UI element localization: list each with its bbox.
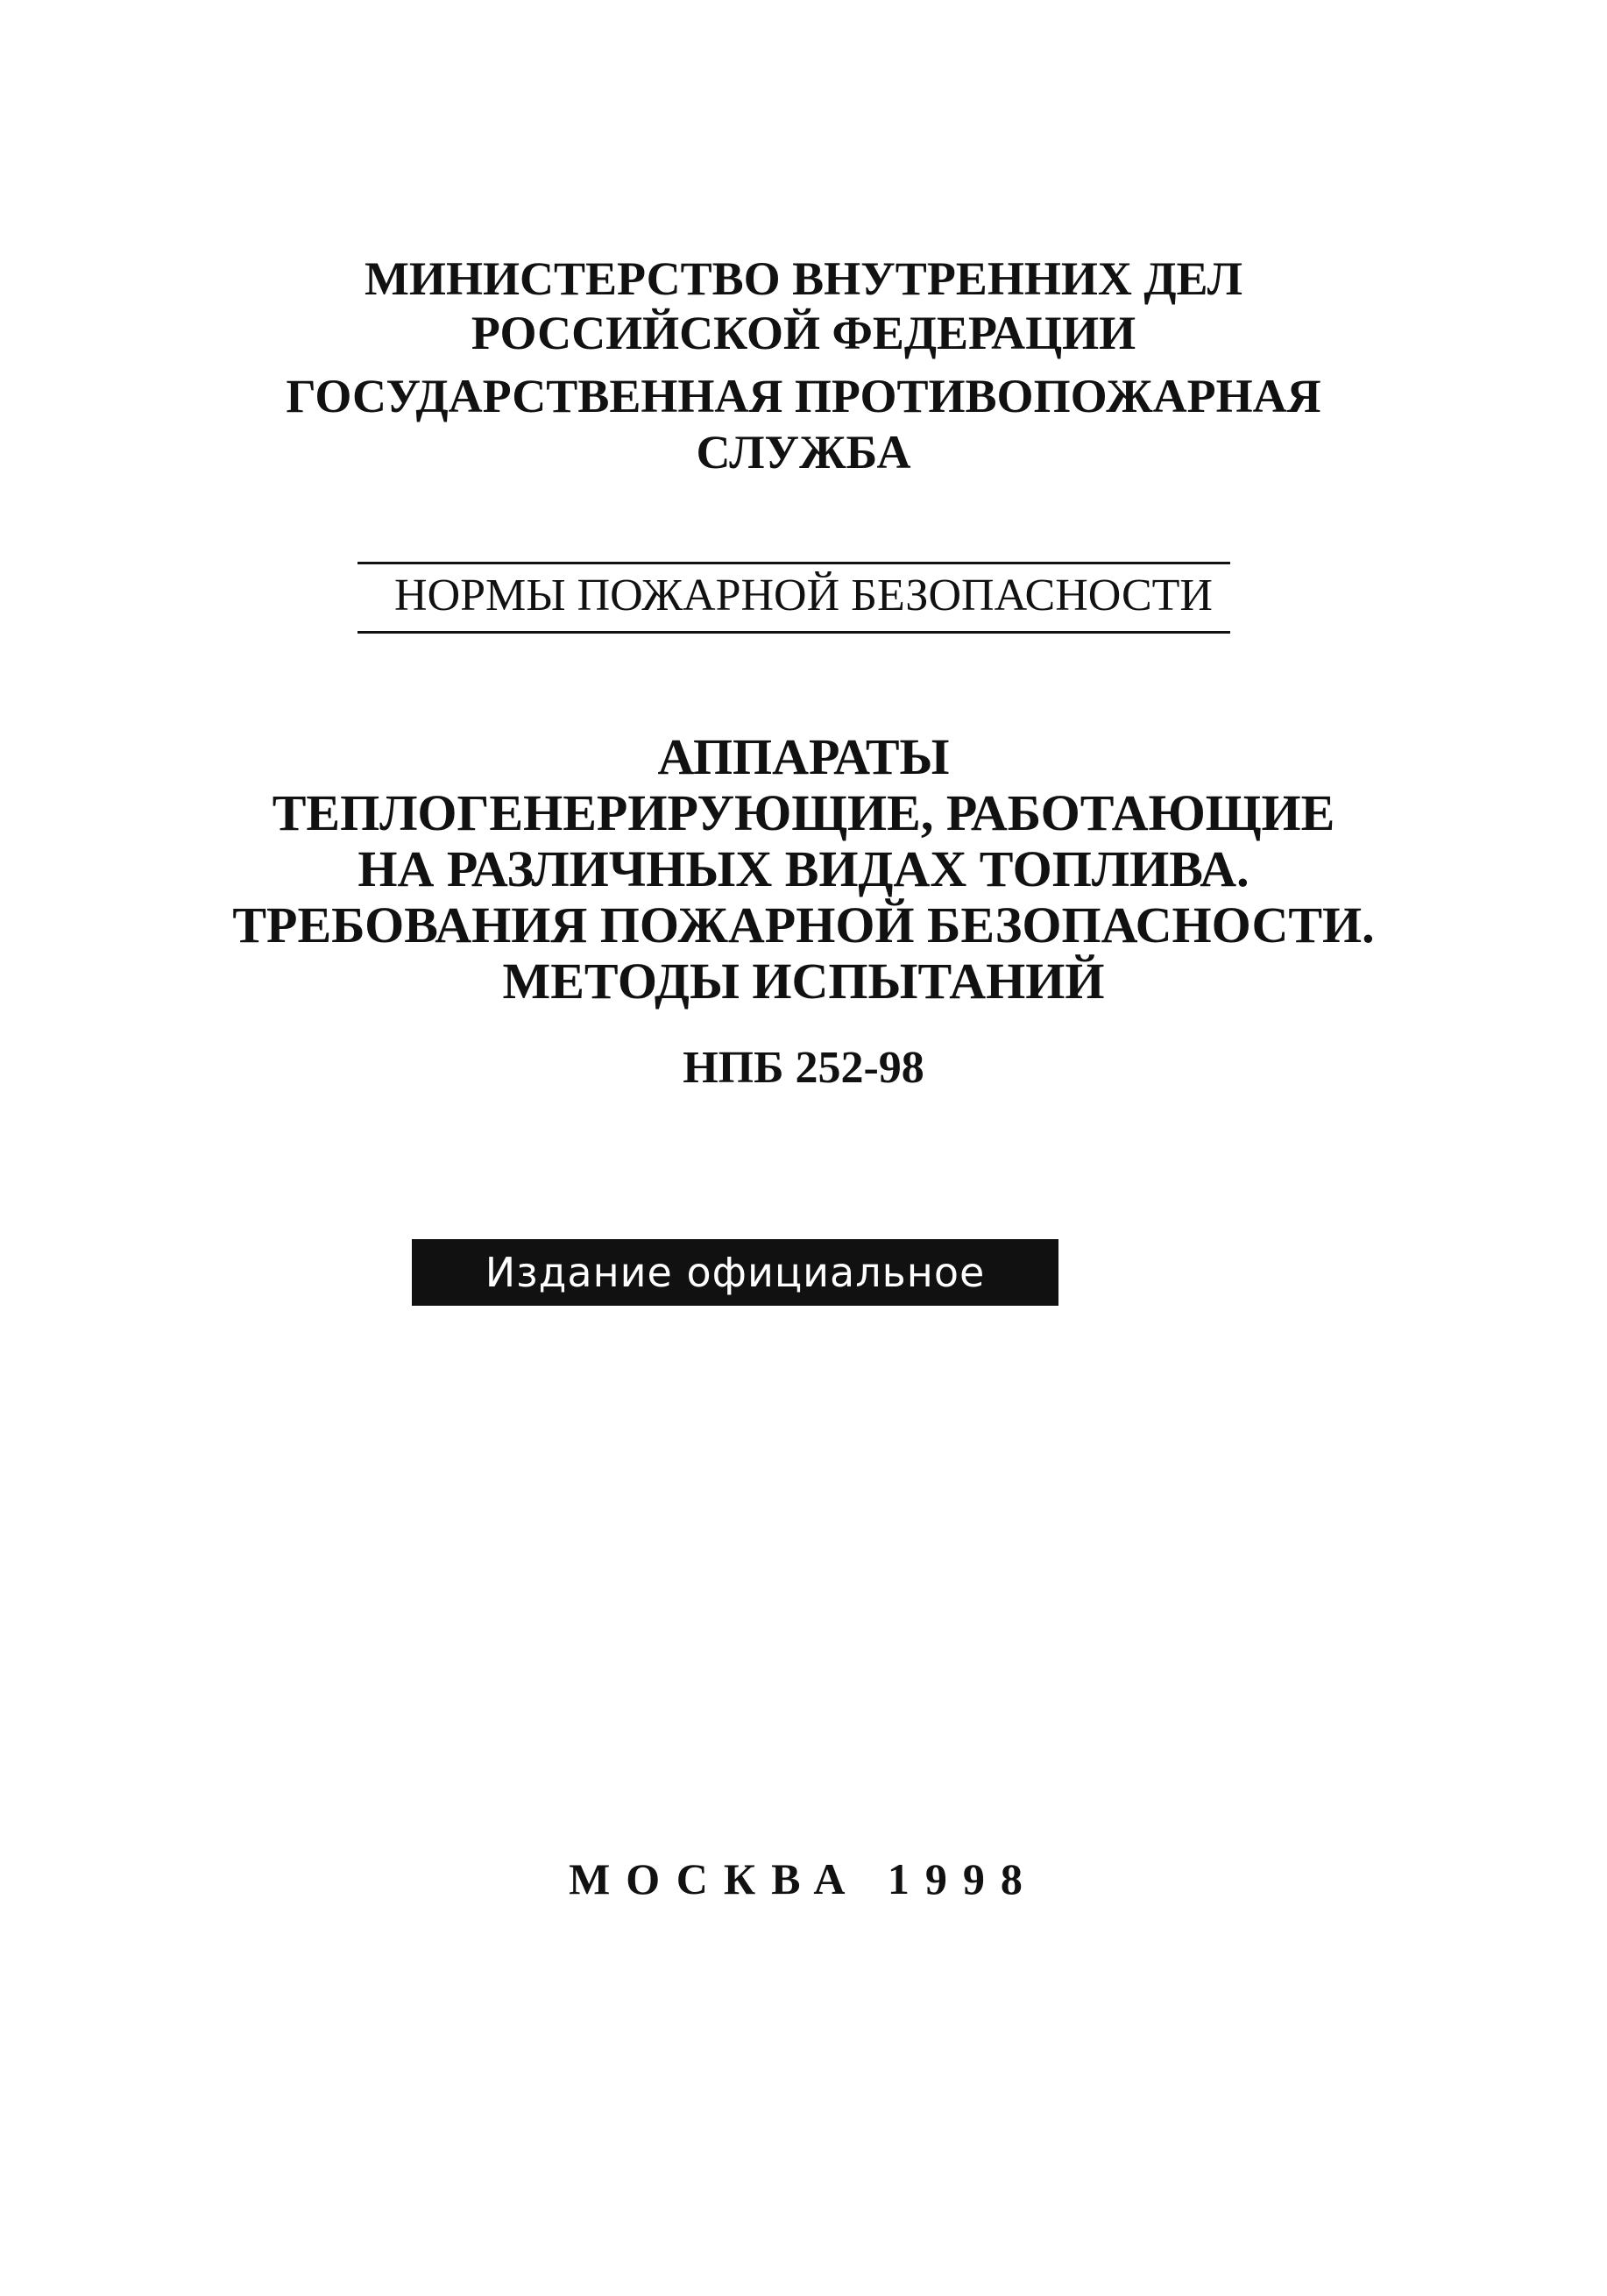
- divider-bottom: [358, 631, 1230, 634]
- title-line-5: МЕТОДЫ ИСПЫТАНИЙ: [502, 953, 1105, 1010]
- ministry-line-2: РОССИЙСКОЙ ФЕДЕРАЦИИ: [471, 307, 1136, 359]
- ministry-heading: [0, 252, 1607, 360]
- official-edition-badge: Издание официальное: [412, 1239, 1058, 1306]
- title-line-2: ТЕПЛОГЕНЕРИРУЮЩИЕ, РАБОТАЮЩИЕ: [272, 784, 1335, 841]
- document-code: НПБ 252-98: [683, 1043, 924, 1093]
- title-line-4: ТРЕБОВАНИЯ ПОЖАРНОЙ БЕЗОПАСНОСТИ.: [232, 896, 1375, 953]
- ministry-line-1: МИНИСТЕРСТВО ВНУТРЕННИХ ДЕЛ: [364, 252, 1243, 305]
- series-label: НОРМЫ ПОЖАРНОЙ БЕЗОПАСНОСТИ: [394, 570, 1213, 620]
- service-heading: [0, 368, 1607, 480]
- service-line-2: СЛУЖБА: [696, 426, 911, 478]
- title-line-1: АППАРАТЫ: [657, 728, 950, 785]
- divider-top: [358, 562, 1230, 564]
- title-line-3: НА РАЗЛИЧНЫХ ВИДАХ ТОПЛИВА.: [358, 840, 1249, 897]
- service-line-1: ГОСУДАРСТВЕННАЯ ПРОТИВОПОЖАРНАЯ: [286, 370, 1321, 422]
- document-title: [0, 729, 1607, 1010]
- imprint-city-year: МОСКВА 1998: [569, 1854, 1038, 1903]
